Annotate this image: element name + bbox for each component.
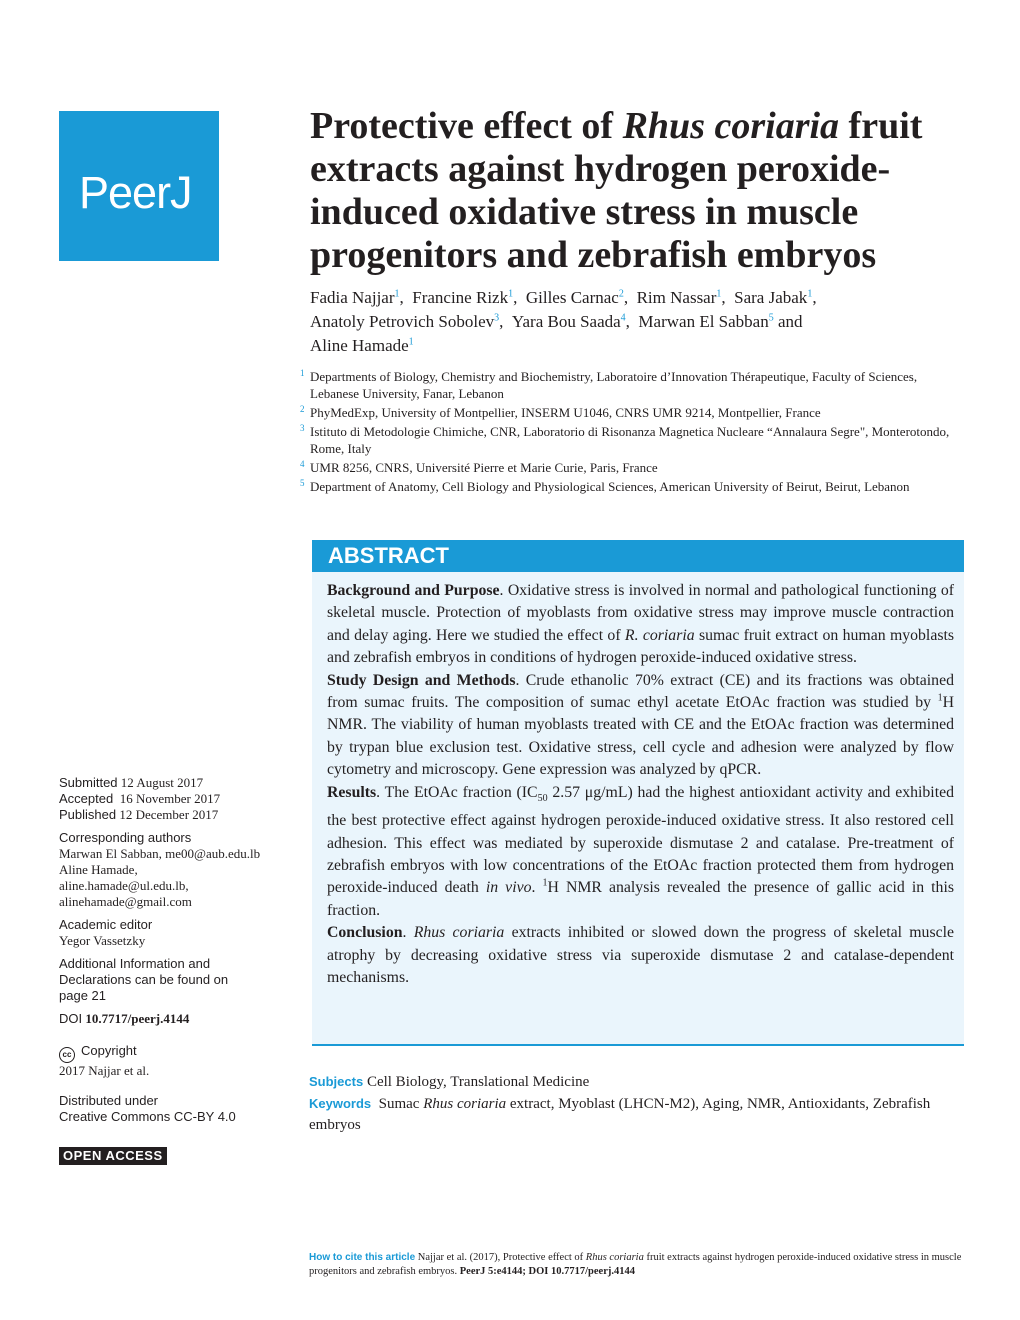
author-name: Gilles Carnac <box>525 288 619 307</box>
doi-link[interactable]: 10.7717/peerj.4144 <box>85 1011 190 1026</box>
submitted-date: 12 August 2017 <box>120 775 204 790</box>
logo-text: PeerJ <box>79 167 192 218</box>
abstract-text <box>327 580 954 989</box>
affiliation <box>300 404 965 421</box>
author[interactable] <box>638 312 802 331</box>
abstract-span: 2.57 μg/mL) had the highest antioxidant activity and exhibited the best protective effect against hydrogen peroxide-induced oxidative stress. It also restored cell adhesion. This effect was mediated by superoxide dismutase 2 and catalase. Pre-treatment of zebrafish embryos with low concentrations of the EtOAc fraction protected them from hydrogen peroxide-induced death <box>327 783 954 897</box>
affiliation-list <box>300 368 965 497</box>
corresponding-email[interactable]: aline.hamade@ul.edu.lb, <box>59 878 189 893</box>
article-sidebar <box>59 775 289 1165</box>
title-species: Rhus coriaria <box>622 105 840 147</box>
abstract-label: Background and Purpose <box>327 582 500 599</box>
author-affiliation-number: 1 <box>807 288 813 300</box>
article-title <box>310 105 990 277</box>
accepted-row <box>59 791 289 807</box>
author-separator: , <box>812 288 817 307</box>
abstract-span: H NMR analysis revealed the presence of gallic acid in this fraction. <box>327 879 954 919</box>
abstract-span: H NMR. The viability of human myoblasts treated with CE and the EtOAc fraction was determined by trypan blue exclusion test. Oxidative stress, cell cycle and adhesion were analyzed by flow cytometry and microscopy. Gene expression was analyzed by qPCR. <box>327 694 954 779</box>
author[interactable] <box>310 336 414 355</box>
cc-icon: cc <box>59 1047 75 1063</box>
author-name: Yara Bou Saada <box>511 312 621 331</box>
author[interactable] <box>637 288 726 307</box>
abstract-sub: 50 <box>537 792 548 804</box>
author[interactable] <box>310 312 503 331</box>
affiliation-text: Istituto di Metodologie Chimiche, CNR, Laboratorio di Risonanza Magnetica Nucleare “Annalaura Segre", Monterotondo, Rome, Italy <box>310 424 950 456</box>
affiliation-text: Departments of Biology, Chemistry and Biochemistry, Laboratoire d’Innovation Thérapeutique, Faculty of Sciences, Lebanese University, Fanar, Lebanon <box>310 369 918 401</box>
open-access-badge: OPEN ACCESS <box>59 1147 167 1165</box>
affiliation-number: 2 <box>300 404 305 414</box>
submitted-label: Submitted <box>59 775 118 790</box>
author[interactable] <box>526 288 628 307</box>
published-row <box>59 807 289 823</box>
author-separator: , <box>499 312 504 331</box>
abstract-sup: 1 <box>542 878 548 890</box>
subjects-text[interactable]: Cell Biology, Translational Medicine <box>366 1074 590 1090</box>
author-name: Fadia Najjar <box>310 288 395 307</box>
copyright-row <box>59 1043 289 1063</box>
abstract-background <box>327 580 954 670</box>
author-affiliation-number: 4 <box>620 312 626 324</box>
published-date: 12 December 2017 <box>119 807 219 822</box>
additional-info-link[interactable]: Declarations can be found on <box>59 972 229 987</box>
author-affiliation-number: 3 <box>494 312 500 324</box>
license-link[interactable]: Creative Commons CC-BY 4.0 <box>59 1109 236 1124</box>
keywords-text: Sumac <box>378 1096 424 1112</box>
abstract-italic: R. coriaria <box>624 626 695 644</box>
keywords-text: extract, Myoblast (LHCN-M2), Aging, NMR, Antioxidants, Zebrafish embryos <box>309 1096 931 1133</box>
corresponding-label: Corresponding authors <box>59 830 192 845</box>
citation <box>309 1251 969 1279</box>
author-name: Rim Nassar <box>636 288 717 307</box>
abstract-italic: Rhus coriaria <box>413 924 505 942</box>
copyright-label: Copyright <box>81 1043 137 1058</box>
additional-info-link[interactable]: Additional Information and <box>59 956 211 971</box>
affiliation <box>300 478 965 495</box>
abstract-conclusion <box>327 922 954 989</box>
abstract-label: Results <box>327 783 377 801</box>
author[interactable] <box>512 312 630 331</box>
subjects-row <box>309 1071 959 1093</box>
author-separator: , <box>623 288 629 307</box>
author-name: Anatoly Petrovich Sobolev <box>310 312 495 331</box>
abstract-span: sumac fruit extract on human myoblasts and zebrafish embryos in conditions of hydrogen peroxide-induced oxidative stress. <box>327 626 955 667</box>
author-separator: and <box>773 312 803 331</box>
peerj-logo <box>59 111 219 261</box>
citation-text: fruit extracts against hydrogen peroxide-induced oxidative stress in muscle progenitors and zebrafish embryos. <box>309 1252 962 1277</box>
title-part: fruit extracts against hydrogen peroxide-induced oxidative stress in muscle progenitors and zebrafish embryos <box>310 105 923 276</box>
author-affiliation-number: 1 <box>716 288 722 300</box>
abstract-span: . <box>531 879 543 897</box>
doi-row <box>59 1011 289 1027</box>
abstract-span: . The EtOAc fraction (IC <box>376 783 538 801</box>
citation-doi[interactable]: PeerJ 5:e4144; DOI 10.7717/peerj.4144 <box>459 1266 635 1277</box>
corresponding-author[interactable]: Marwan El Sabban, me00@aub.edu.lb <box>59 846 261 861</box>
author[interactable] <box>310 288 404 307</box>
author-name: Aline Hamade <box>310 336 409 355</box>
author[interactable] <box>734 288 816 307</box>
editor-label: Academic editor <box>59 917 153 932</box>
keywords-italic: Rhus coriaria <box>423 1096 507 1112</box>
affiliation-number: 5 <box>300 478 305 488</box>
abstract-span: . Crude ethanolic 70% extract (CE) and its fractions was obtained from sumac fruits. The composition of sumac ethyl acetate EtOAc fraction was studied by <box>327 671 954 712</box>
abstract-span: . <box>402 924 414 942</box>
citation-label: How to cite this article <box>309 1252 416 1263</box>
citation-text: Najjar et al. (2017), Protective effect of <box>417 1252 586 1263</box>
affiliation-text: PhyMedExp, University of Montpellier, INSERM U1046, CNRS UMR 9214, Montpellier, France <box>310 405 821 420</box>
abstract-label: Study Design and Methods <box>327 671 516 689</box>
affiliation-number: 3 <box>300 423 305 433</box>
additional-info-link[interactable]: page 21 <box>59 988 106 1003</box>
author-separator: , <box>625 312 630 331</box>
author-affiliation-number: 2 <box>618 288 624 300</box>
affiliation <box>300 423 965 457</box>
abstract-span: extracts inhibited or slowed down the progress of skeletal muscle atrophy by decreasing oxidative stress via superoxide dismutase 2 and catalase-dependent mechanisms. <box>327 924 955 987</box>
author-affiliation-number: 1 <box>394 288 400 300</box>
license-text: Distributed under <box>59 1093 158 1108</box>
author-name: Marwan El Sabban <box>638 312 769 331</box>
affiliation-number: 1 <box>300 368 305 378</box>
abstract-methods <box>327 670 954 782</box>
abstract-span: . Oxidative stress is involved in normal and pathological functioning of skeletal muscle. Protection of myoblasts from oxidative stress may improve muscle contraction and delay aging. Here we studied the effect of <box>327 582 954 644</box>
copyright-holder: 2017 Najjar et al. <box>59 1063 150 1078</box>
keywords-label: Keywords <box>309 1096 372 1111</box>
author-name: Sara Jabak <box>734 288 808 307</box>
affiliation-text: UMR 8256, CNRS, Université Pierre et Marie Curie, Paris, France <box>310 460 658 475</box>
submitted-row <box>59 775 289 791</box>
author-name: Francine Rizk <box>412 288 509 307</box>
abstract-sup: 1 <box>937 692 943 704</box>
subjects-label: Subjects <box>309 1074 364 1089</box>
citation-italic: Rhus coriaria <box>585 1252 644 1263</box>
accepted-date: 16 November 2017 <box>119 791 221 806</box>
corresponding-email[interactable]: alinehamade@gmail.com <box>59 894 192 909</box>
subjects-keywords <box>309 1071 959 1136</box>
author-list <box>310 286 970 358</box>
author-separator: , <box>399 288 404 307</box>
abstract-heading: ABSTRACT <box>312 540 964 572</box>
author-separator: , <box>513 288 518 307</box>
author-affiliation-number: 1 <box>508 288 514 300</box>
editor-name: Yegor Vassetzky <box>59 933 146 948</box>
author[interactable] <box>412 288 517 307</box>
keywords-row <box>309 1093 959 1136</box>
accepted-label: Accepted <box>59 791 114 806</box>
abstract-label: Conclusion <box>327 924 403 942</box>
author-affiliation-number: 1 <box>408 336 414 348</box>
affiliation <box>300 368 965 402</box>
doi-label: DOI <box>59 1011 83 1026</box>
affiliation-number: 4 <box>300 459 305 469</box>
author-affiliation-number: 5 <box>768 312 774 324</box>
published-label: Published <box>59 807 117 822</box>
title-part: Protective effect of <box>310 105 623 147</box>
affiliation-text: Department of Anatomy, Cell Biology and Physiological Sciences, American University of Beirut, Beirut, Lebanon <box>310 479 910 494</box>
abstract-italic: in vivo <box>485 879 532 897</box>
corresponding-author: Aline Hamade, <box>59 862 138 877</box>
author-separator: , <box>721 288 726 307</box>
abstract-results <box>327 782 954 923</box>
affiliation <box>300 459 965 476</box>
